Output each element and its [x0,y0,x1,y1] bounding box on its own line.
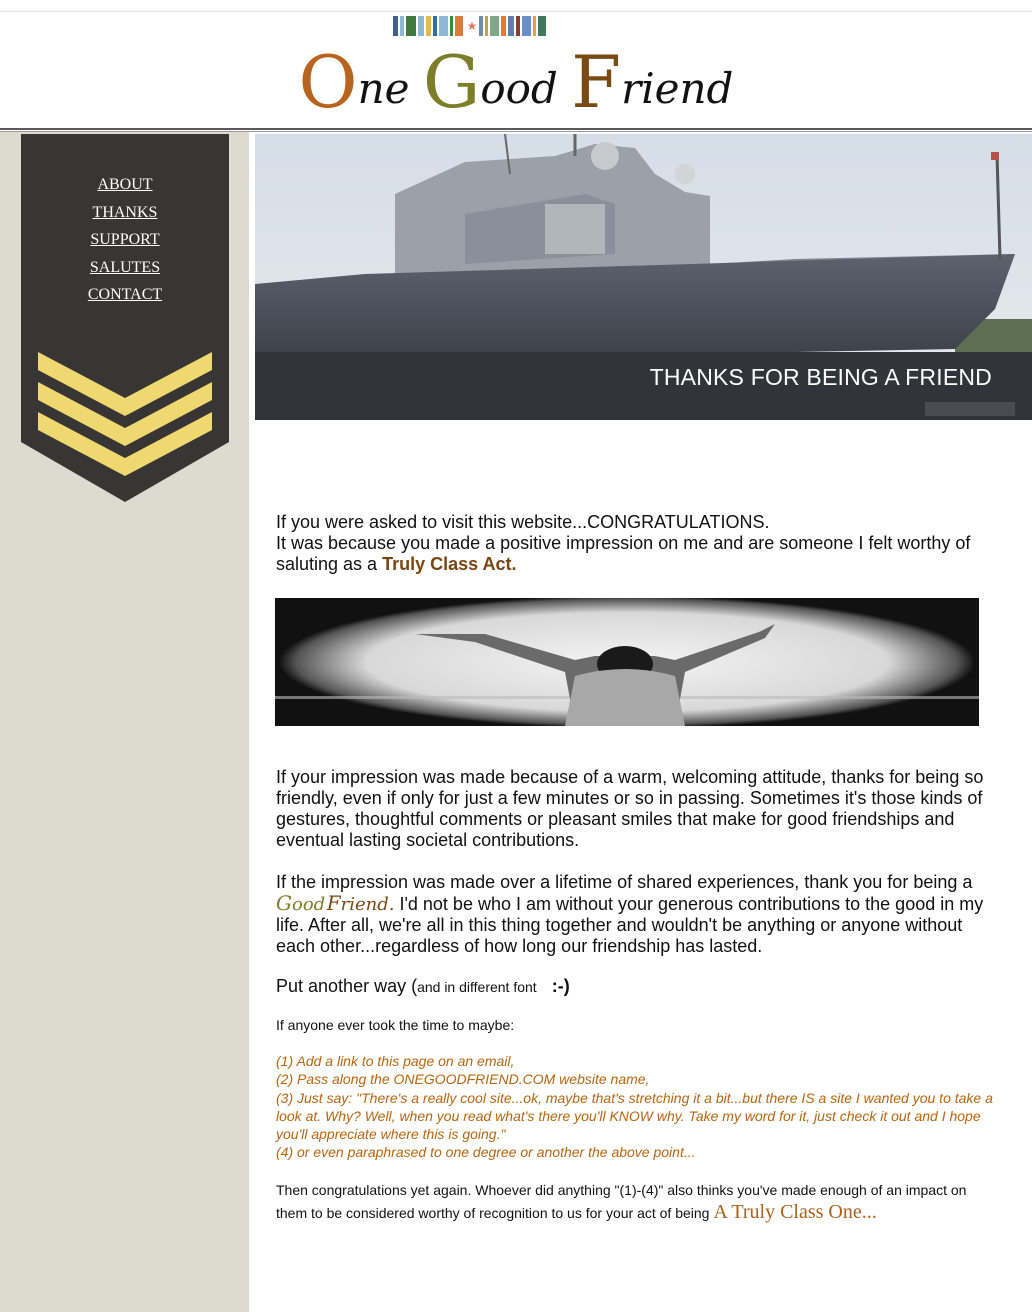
hero-banner [255,134,1032,420]
ribbon-stripe [426,16,431,36]
put-another-text: Put another way ( [276,976,418,996]
logo-rest-riend: riend [621,64,734,113]
intro-period: . [511,554,517,574]
ribbon-stripe [522,16,531,36]
intro-text [276,512,996,575]
good-friend-g: G [276,891,292,915]
ribbon-stripe [501,16,506,36]
lifetime-paragraph [276,872,996,957]
body-content [276,767,996,1224]
nav-item-thanks [21,204,229,232]
ribbon-stripe [490,16,499,36]
nav-link-support[interactable]: SUPPORT [90,231,160,248]
ribbon-stripe [406,16,416,36]
ribbon-stripe [450,16,453,36]
ribbon-stripe [439,16,448,36]
logo-initial-o: O [298,40,358,124]
logo-rest-ne: ne [357,64,410,113]
ribbon-stripe [516,16,520,36]
site-header [0,0,1032,128]
nav-link-salutes[interactable]: SALUTES [89,258,161,276]
list-item: (3) Just say: "There's a really cool site...ok, maybe that's stretching it a bit...but there IS a site I wanted you to take a look at. Why? Well, when you read what's there you'll KNOW why. Take my word for it, just check it out and I hope you'll appreciate where this is going." [276,1089,993,1143]
intro-line-1: If you were asked to visit this website...CONGRATULATIONS. [276,512,770,532]
good-friend-riend: riend. [340,894,395,915]
main-content [276,512,996,575]
ribbon-stripe [455,16,463,36]
anyone-text: If anyone ever took the time to maybe: [276,1017,515,1033]
list-item: (1) Add a link to this page on an email, [276,1053,515,1069]
nav-item-contact [21,286,229,314]
truly-class-one: A Truly Class One... [713,1200,877,1223]
nav-link-contact[interactable]: CONTACT [87,286,163,303]
logo-rest-ood: ood [480,64,558,113]
ribbon-stripe [433,16,437,36]
nav-link-about[interactable]: ABOUT [97,176,153,193]
nav-link-thanks[interactable]: THANKS [92,203,158,221]
ribbon-stripe [479,16,483,36]
lifetime-text-end: I'd not be who I am without your generous contributions to the good in my life. After all, we're all in this thing together and wouldn't be anything or anyone without each other...regardless of how long our friendship has lasted. [276,894,984,956]
raised-arms-photo [275,598,979,726]
list-item: (2) Pass along the ONEGOODFRIEND.COM website name, [276,1071,650,1088]
intro-line-2: It was because you made a positive impression on me and are someone I felt worthy of saluting as a [276,533,971,574]
ribbon-stripe [538,16,546,36]
ribbon-stripe [393,16,398,36]
closing-text: Then congratulations yet again. Whoever did anything "(1)-(4)" also thinks you've made enough of an impact on them to be considered worthy of recognition to us for your act of being [276,1181,967,1221]
service-ribbon [393,16,548,36]
list-item: (4) or even paraphrased to one degree or another the above point... [276,1144,696,1161]
raised-arms-image [275,598,979,726]
logo-initial-f: F [571,40,622,124]
put-another-way [276,976,996,998]
header-rule [0,128,1032,130]
site-logo[interactable] [0,42,1032,129]
lifetime-text-start: If the impression was made over a lifetime of shared experiences, thank you for being a [276,872,973,892]
impression-paragraph: If your impression was made because of a warm, welcoming attitude, thanks for being so friendly, even if only for just a few minutes or so in passing. Sometimes it's those kinds of gestures, thoughtful comments or pleasant smiles that make for good friendships and eventual lasting societal contributions. [276,767,984,850]
main-nav [21,176,229,314]
good-friend-f: F [326,891,341,915]
action-list [276,1052,996,1162]
nav-item-about [21,176,229,204]
ribbon-star-icon: ★ [466,19,478,33]
ribbon-stripe [533,16,536,36]
ribbon-stripe [418,16,424,36]
good-friend-ood: ood [291,894,326,915]
ribbon-stripe [485,16,488,36]
nav-item-salutes [21,259,229,287]
ribbon-stripe [400,16,404,36]
logo-initial-g: G [422,40,481,124]
banner-caption: THANKS FOR BEING A FRIEND [649,364,992,390]
ribbon-stripe [508,16,514,36]
smiley-text: :-) [551,976,570,996]
top-divider [0,11,1032,12]
closing-paragraph [276,1179,996,1224]
sergeant-chevron-emblem [21,346,229,504]
truly-class-act: Truly Class Act [382,554,512,574]
different-font-text: and in different font [417,979,537,995]
nav-item-support [21,231,229,259]
